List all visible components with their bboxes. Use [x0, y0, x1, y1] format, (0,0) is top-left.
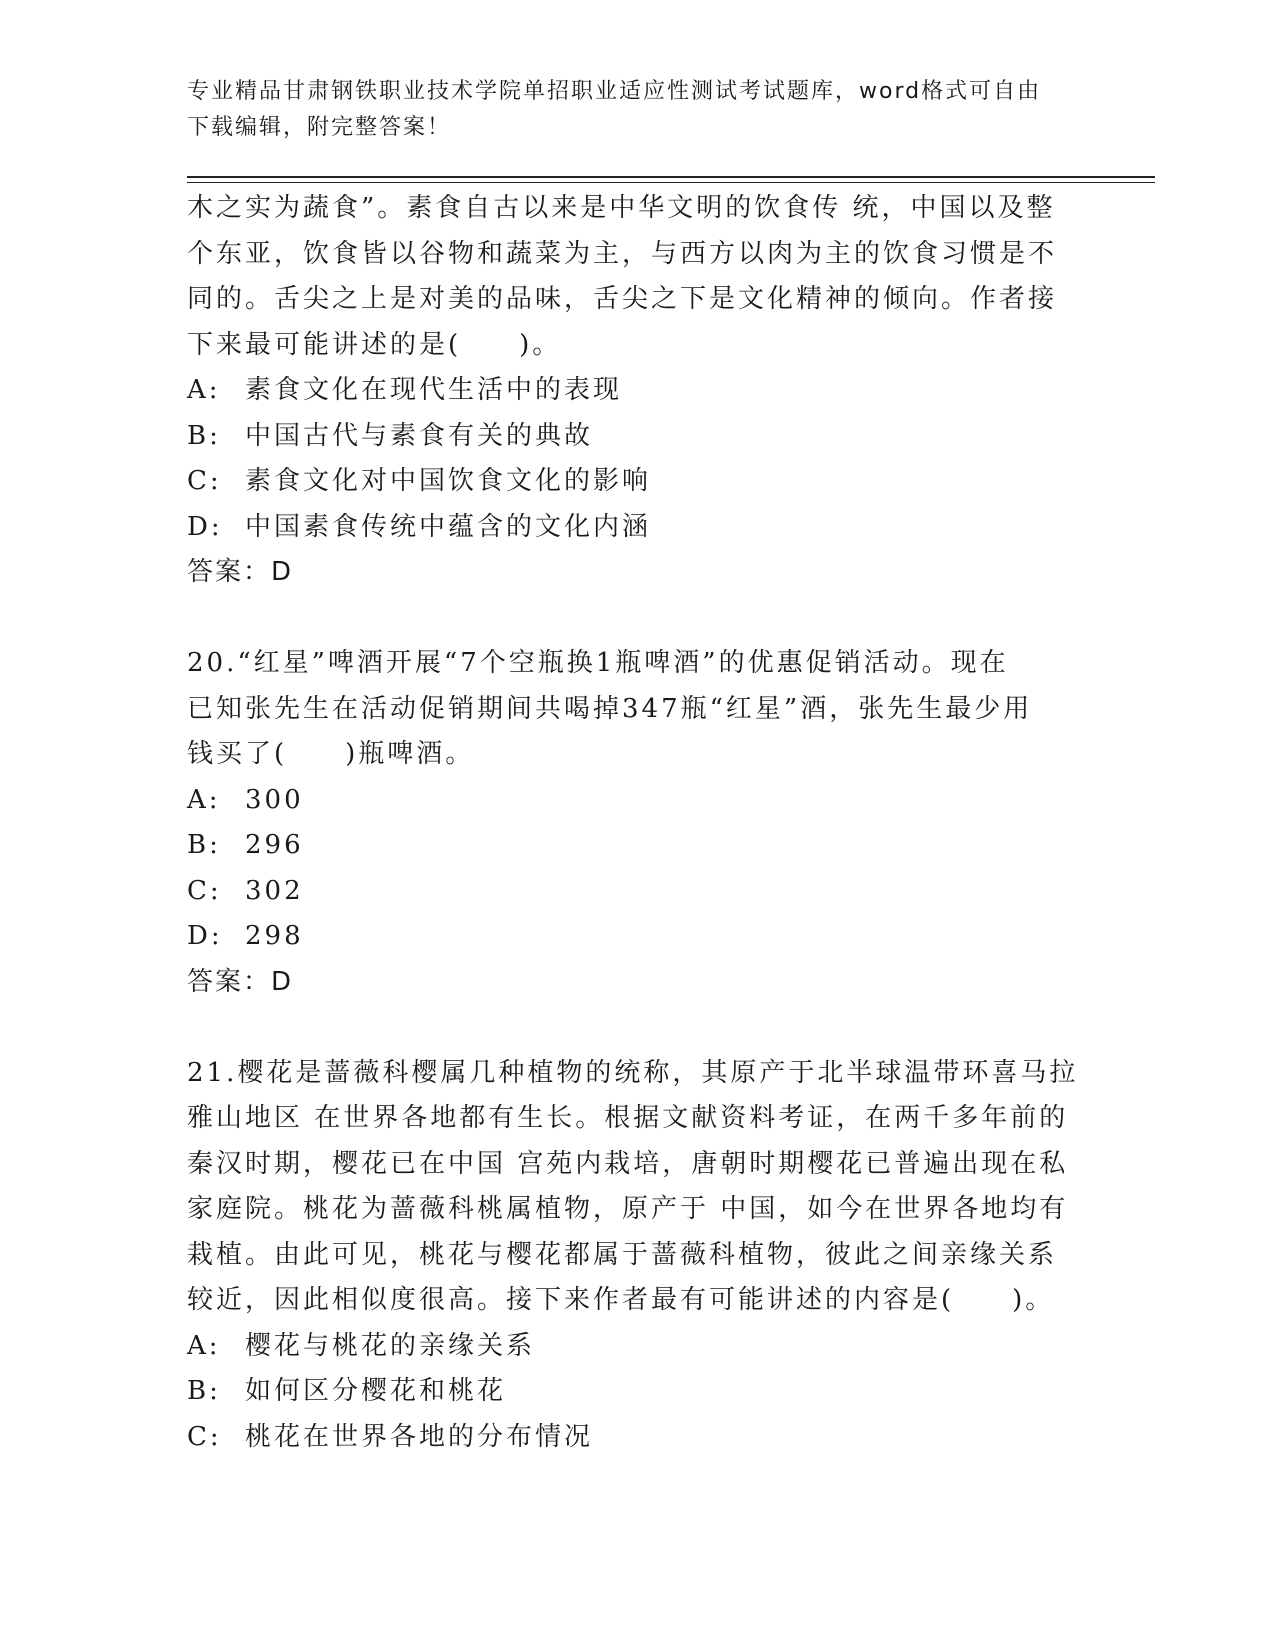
option-key: A: [187, 375, 221, 405]
option-key: B: [187, 1376, 221, 1406]
question-line: 同的。舌尖之上是对美的品味，舌尖之下是文化精神的倾向。作者接 [187, 284, 1058, 314]
option-text: 302 [245, 875, 304, 906]
option-text: 中国素食传统中蕴含的文化内涵 [245, 511, 652, 542]
option-key: C: [187, 466, 222, 496]
option-key: B: [187, 830, 221, 860]
question-21 [187, 1051, 1097, 1461]
option-a [187, 778, 1097, 824]
option-text: 中国古代与素食有关的典故 [245, 420, 594, 451]
question-line: 21.樱花是蔷薇科樱属几种植物的统称，其原产于北半球温带环喜马拉 [187, 1057, 1079, 1088]
header-line-2: 下载编辑，附完整答案！ [187, 115, 452, 140]
question-line: 秦汉时期，樱花已在中国 宫苑内栽培，唐朝时期樱花已普遍出现在私 [187, 1148, 1069, 1179]
option-c [187, 1415, 1097, 1461]
option-key: C: [187, 1421, 222, 1452]
question-21-stem [187, 1051, 1097, 1324]
question-20-stem [187, 641, 1097, 778]
question-19 [187, 186, 1097, 596]
spacer [187, 1005, 1097, 1051]
option-d [187, 505, 1097, 551]
answer-19: 答案：D [187, 557, 294, 587]
option-key: D: [187, 921, 223, 951]
option-b [187, 1369, 1097, 1415]
option-key: A: [187, 784, 221, 815]
option-text: 298 [245, 921, 304, 951]
question-line: 个东亚，饮食皆以谷物和蔬菜为主，与西方以肉为主的饮食习惯是不 [187, 238, 1058, 269]
header-line-1: 专业精品甘肃钢铁职业技术学院单招职业适应性测试考试题库，word格式可自由 [187, 79, 1042, 104]
question-line: 下来最可能讲述的是( )。 [187, 329, 562, 360]
document-body [187, 186, 1097, 1460]
option-text: 素食文化对中国饮食文化的影响 [245, 466, 652, 496]
option-text: 桃花在世界各地的分布情况 [245, 1421, 594, 1452]
page-header [187, 74, 1087, 146]
question-line: 钱买了( )瓶啤酒。 [187, 739, 475, 769]
question-line: 栽植。由此可见，桃花与樱花都属于蔷薇科植物，彼此之间亲缘关系 [187, 1239, 1058, 1270]
question-19-stem [187, 186, 1097, 368]
option-a [187, 1324, 1097, 1370]
header-divider-thin [187, 182, 1155, 183]
option-a [187, 368, 1097, 414]
option-c [187, 459, 1097, 505]
option-c [187, 869, 1097, 915]
question-line: 雅山地区 在世界各地都有生长。根据文献资料考证，在两千多年前的 [187, 1103, 1069, 1133]
option-b [187, 414, 1097, 460]
option-key: A: [187, 1330, 221, 1361]
spacer [187, 596, 1097, 642]
option-text: 素食文化在现代生活中的表现 [245, 375, 623, 405]
question-20 [187, 641, 1097, 1005]
question-line: 家庭院。桃花为蔷薇科桃属植物，原产于 中国，如今在世界各地均有 [187, 1194, 1069, 1224]
option-key: C: [187, 875, 222, 906]
option-text: 296 [245, 830, 304, 860]
answer-20: 答案：D [187, 966, 294, 997]
option-text: 如何区分樱花和桃花 [245, 1376, 507, 1406]
option-text: 樱花与桃花的亲缘关系 [245, 1330, 536, 1361]
question-line: 较近，因此相似度很高。接下来作者最有可能讲述的内容是( )。 [187, 1285, 1055, 1315]
option-d [187, 914, 1097, 960]
option-b [187, 823, 1097, 869]
option-key: B: [187, 420, 221, 451]
question-line: 木之实为蔬食”。素食自古以来是中华文明的饮食传 统，中国以及整 [187, 193, 1056, 223]
option-key: D: [187, 511, 223, 542]
question-line: 已知张先生在活动促销期间共喝掉347瓶“红星”酒，张先生最少用 [187, 693, 1033, 724]
header-divider-thick [187, 176, 1155, 178]
option-text: 300 [245, 784, 304, 815]
question-line: 20.“红星”啤酒开展“7个空瓶换1瓶啤酒”的优惠促销活动。现在 [187, 648, 1009, 678]
